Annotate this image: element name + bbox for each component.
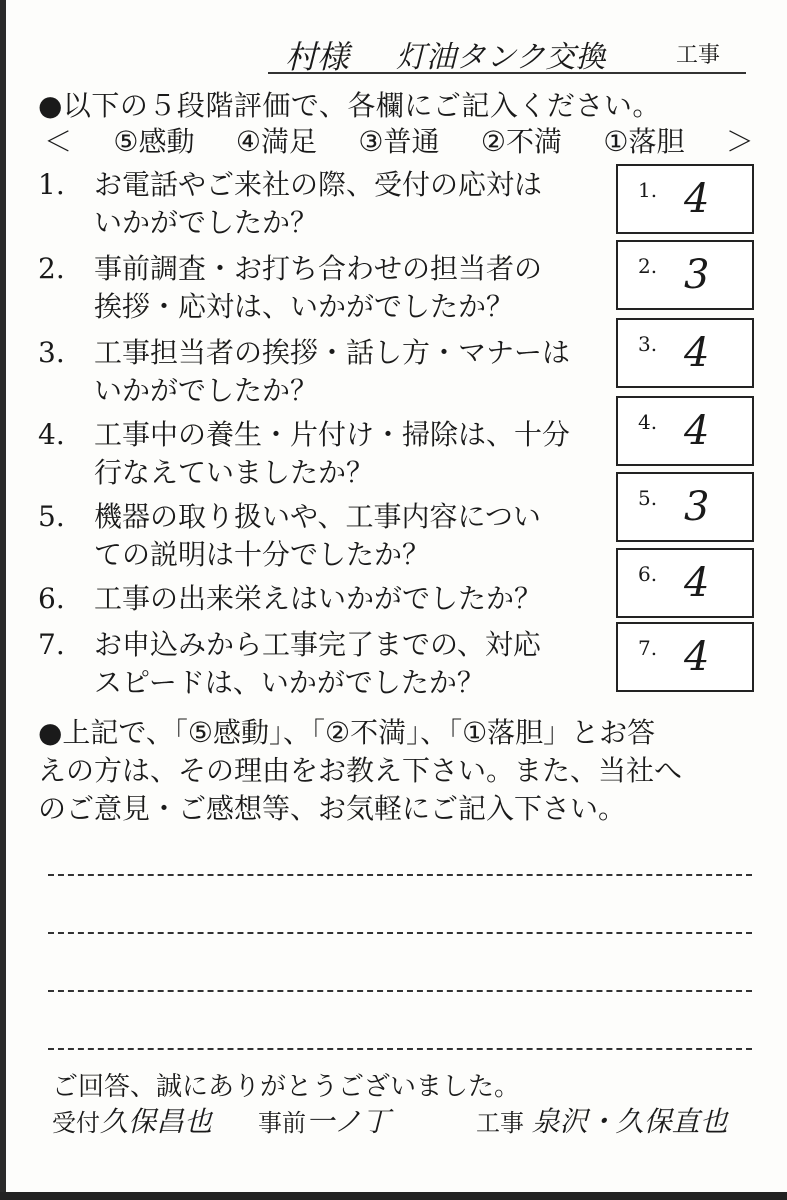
work-name: 泉沢・久保直也 — [531, 1105, 728, 1138]
question-text: 事前調査・お打ち合わせの担当者の 挨拶・応対は、いかがでしたか？ — [94, 252, 543, 323]
comment-instruction: ●上記で、「⑤感動」、「②不満」、「①落胆」とお答 えの方は、その理由をお教え下さい。また、当社へ のご意見・ご感想等、お気軽にご記入下さい。 — [38, 716, 683, 825]
scale-item-1: ①落胆 — [603, 125, 685, 158]
question-text: 工事の出来栄えはいかがでしたか？ — [94, 582, 543, 615]
answer-box-number: 5. — [638, 486, 658, 510]
reception-signature — [52, 1100, 212, 1140]
card-edge — [0, 0, 6, 1200]
reception-label: 受付 — [52, 1109, 100, 1137]
answer-box-number: 4. — [638, 410, 658, 434]
rating-scale — [44, 120, 754, 160]
job-suffix: 工事 — [676, 43, 721, 68]
answer-box-2[interactable] — [616, 240, 754, 310]
instruction-text: ●以下の５段階評価で、各欄にご記入ください。 — [38, 89, 661, 122]
question-text: 工事担当者の挨拶・話し方・マナーは いかがでしたか？ — [94, 336, 571, 407]
answer-box-7[interactable] — [616, 622, 754, 692]
answer-value: 4 — [684, 634, 710, 680]
scale-item-3: ③普通 — [358, 125, 440, 158]
card-bottom-edge — [0, 1192, 787, 1200]
survey-name: 一ノ丁 — [306, 1105, 391, 1138]
answer-box-number: 7. — [638, 636, 658, 660]
scale-open: ＜ — [44, 125, 73, 158]
survey-signature — [258, 1100, 390, 1140]
answer-box-6[interactable] — [616, 548, 754, 618]
answer-value: 4 — [684, 408, 710, 454]
work-label: 工事 — [476, 1109, 524, 1137]
scale-close: ＞ — [725, 125, 754, 158]
question-number: 2. — [38, 252, 65, 285]
answer-box-3[interactable] — [616, 318, 754, 388]
answer-box-number: 3. — [638, 332, 658, 356]
scale-item-4: ④満足 — [235, 125, 318, 158]
work-signature — [476, 1100, 728, 1140]
answer-box-number: 6. — [638, 562, 658, 586]
answer-box-number: 2. — [638, 254, 658, 278]
thanks-message: ご回答、誠にありがとうございました。 — [52, 1072, 521, 1102]
answer-value: 4 — [684, 560, 710, 606]
answer-value: 3 — [684, 252, 710, 298]
comment-line[interactable] — [48, 990, 752, 992]
survey-label: 事前 — [258, 1109, 306, 1137]
scale-item-5: ⑤感動 — [113, 125, 195, 158]
answer-value: 4 — [684, 330, 710, 376]
question-text: 工事中の養生・片付け・掃除は、十分 行なえていましたか？ — [94, 418, 571, 489]
question-number: 7. — [38, 628, 65, 661]
comment-line[interactable] — [48, 932, 752, 934]
answer-box-4[interactable] — [616, 396, 754, 466]
question-number: 5. — [38, 500, 65, 533]
scale-item-2: ②不満 — [480, 125, 563, 158]
question-number: 1. — [38, 168, 65, 201]
comment-line[interactable] — [48, 1048, 752, 1050]
question-number: 6. — [38, 582, 65, 615]
question-text: お電話やご来社の際、受付の応対は いかがでしたか？ — [94, 168, 543, 239]
job-name: 灯油タンク交換 — [396, 40, 606, 75]
question-number: 4. — [38, 418, 65, 451]
reception-name: 久保昌也 — [100, 1105, 213, 1138]
question-number: 3. — [38, 336, 65, 369]
answer-box-number: 1. — [638, 178, 658, 202]
customer-name: 村様 — [285, 38, 350, 76]
answer-value: 4 — [684, 176, 710, 222]
answer-box-5[interactable] — [616, 472, 754, 542]
answer-value: 3 — [684, 484, 710, 530]
question-text: お申込みから工事完了までの、対応 スピードは、いかがでしたか？ — [94, 628, 541, 699]
question-text: 機器の取り扱いや、工事内容につい ての説明は十分でしたか？ — [94, 500, 541, 571]
answer-box-1[interactable] — [616, 164, 754, 234]
comment-line[interactable] — [48, 874, 752, 876]
